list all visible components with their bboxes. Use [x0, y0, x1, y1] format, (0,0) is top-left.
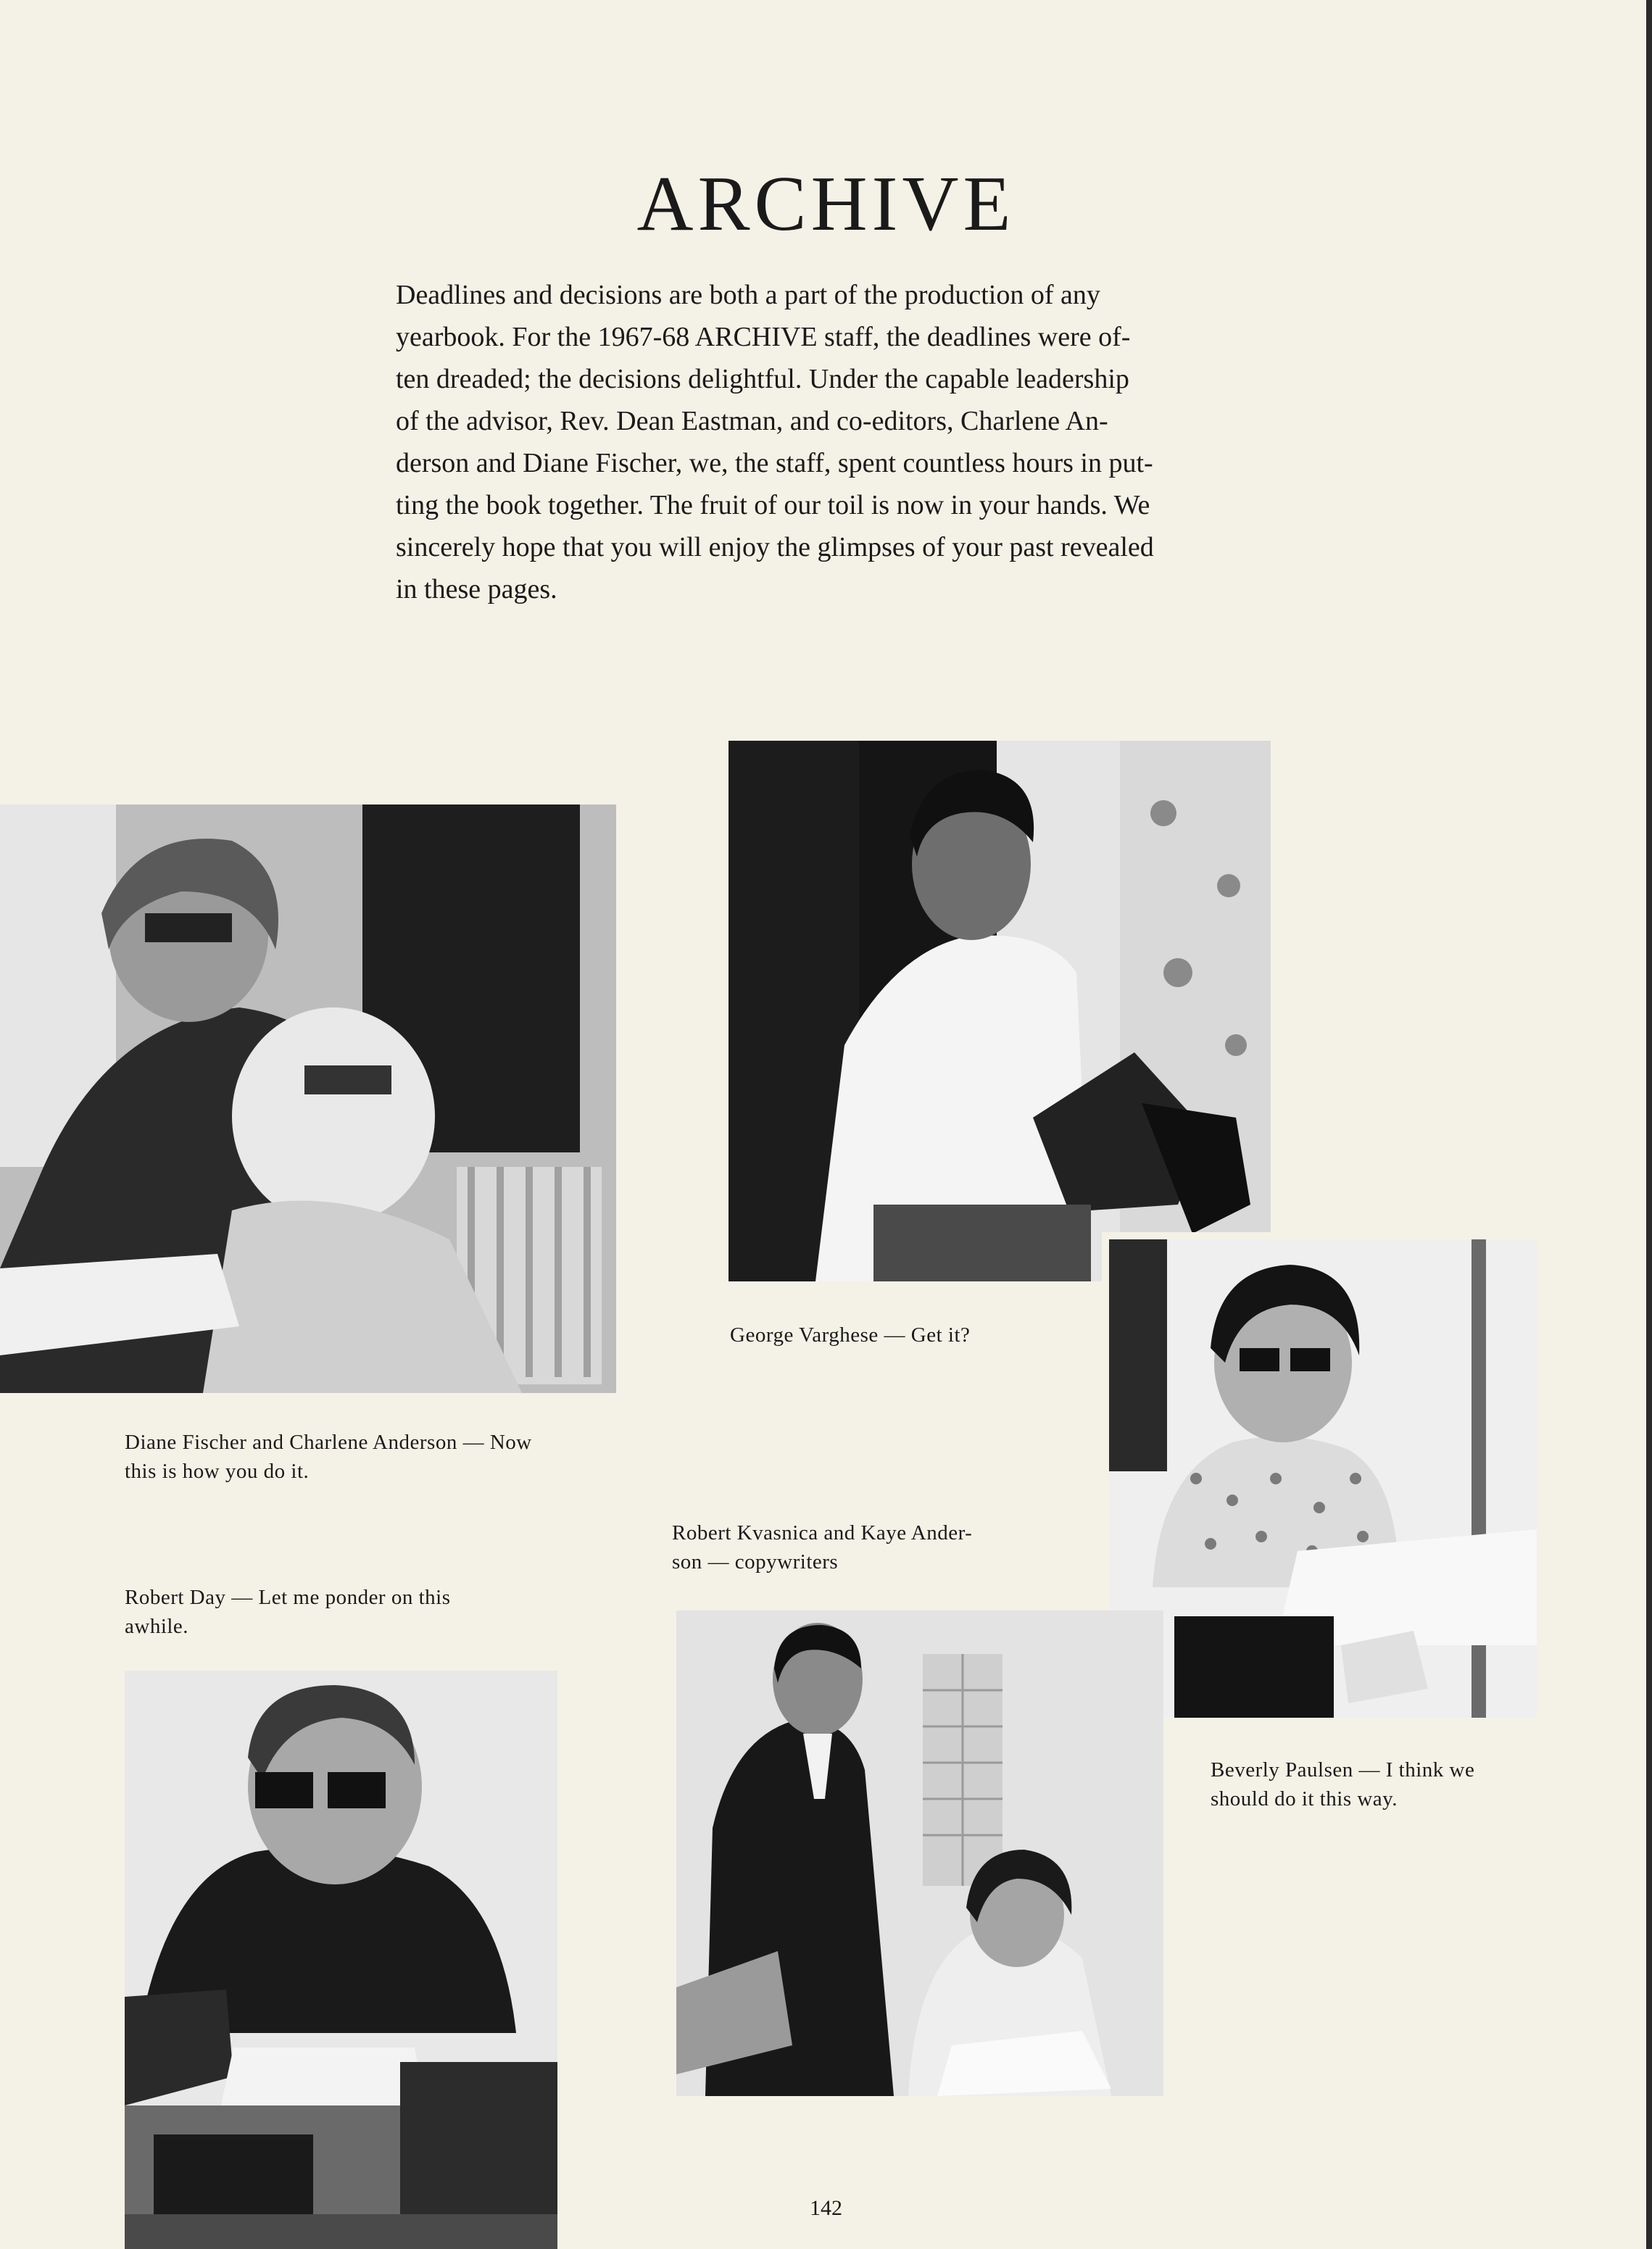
photo-fischer-anderson — [0, 805, 616, 1393]
photo-varghese — [729, 741, 1271, 1281]
intro-line: derson and Diane Fischer, we, the staff, spent countless hours in put- — [396, 448, 1153, 478]
page-edge — [1646, 0, 1652, 2249]
intro-line: Deadlines and decisions are both a part of the production of any — [396, 280, 1100, 310]
photo-kvasnica-anderson — [676, 1610, 1163, 2096]
caption-paulsen — [1211, 1755, 1558, 1813]
photo-paulsen — [1102, 1232, 1544, 1725]
intro-paragraph — [396, 274, 1271, 610]
intro-line: of the advisor, Rev. Dean Eastman, and co-editors, Charlene An- — [396, 406, 1108, 436]
caption-line: awhile. — [125, 1615, 189, 1638]
caption-day — [125, 1583, 574, 1641]
intro-line: in these pages. — [396, 574, 557, 604]
caption-line: Robert Day — Let me ponder on this — [125, 1586, 451, 1609]
caption-fischer-anderson — [125, 1428, 632, 1486]
page-number: 142 — [810, 2196, 842, 2220]
intro-line: ting the book together. The fruit of our toil is now in your hands. We — [396, 490, 1150, 520]
caption-line: Beverly Paulsen — I think we — [1211, 1758, 1475, 1782]
caption-line: Robert Kvasnica and Kaye Ander- — [672, 1521, 973, 1545]
page-title: ARCHIVE — [636, 161, 1016, 247]
photo-day — [125, 1671, 557, 2249]
intro-line: sincerely hope that you will enjoy the glimpses of your past revealed — [396, 532, 1154, 562]
caption-line: George Varghese — Get it? — [730, 1323, 971, 1347]
intro-line: yearbook. For the 1967-68 ARCHIVE staff, the deadlines were of- — [396, 322, 1131, 352]
intro-line: ten dreaded; the decisions delightful. Under the capable leadership — [396, 364, 1129, 394]
caption-line: Diane Fischer and Charlene Anderson — Now — [125, 1431, 532, 1454]
caption-line: should do it this way. — [1211, 1787, 1398, 1811]
caption-line: this is how you do it. — [125, 1460, 310, 1483]
caption-kvasnica-anderson — [672, 1518, 1078, 1576]
caption-line: son — copywriters — [672, 1550, 839, 1574]
